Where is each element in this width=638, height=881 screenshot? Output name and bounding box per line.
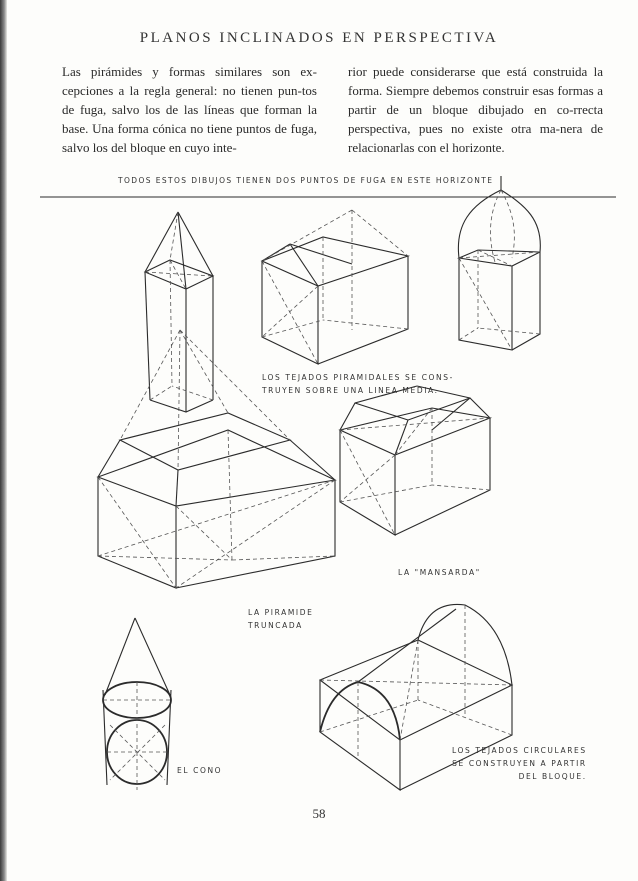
text-column-right: rior puede considerarse que está construida la forma. Siempre debemos construir esas formas a partir de un bloque dibujado en co-rrecta perspectiva, pues no existe otra ma-nera de relacionarlas con el horizonte.	[348, 64, 603, 155]
caption-pyramidal-roofs: LOS TEJADOS PIRAMIDALES SE CONS- TRUYEN SOBRE UNA LINEA MEDIA.	[262, 373, 454, 395]
caption-truncated-pyramid: LA PIRAMIDE TRUNCADA	[248, 608, 314, 630]
text-column-left: Las pirámides y formas similares son ex-cepciones a la regla general: no tienen pun-tos de fuga, salvo los de las líneas que forman la base. Una forma cónica no tiene puntos de fuga, salvo los del bloque en cuyo inte-	[62, 64, 317, 155]
page-title: PLANOS INCLINADOS EN PERSPECTIVA	[139, 30, 499, 46]
mansard-drawing	[340, 386, 490, 535]
cone-drawing	[103, 618, 171, 790]
onion-dome-drawing	[458, 176, 540, 350]
horizon-label: TODOS ESTOS DIBUJOS TIENEN DOS PUNTOS DE FUGA EN ESTE HORIZONTE	[118, 176, 494, 185]
caption-cone: EL CONO	[177, 766, 223, 775]
truncated-pyramid-drawing	[98, 330, 335, 588]
caption-circular-roofs: LOS TEJADOS CIRCULARES SE CONSTRUYEN A PARTIR DEL BLOQUE.	[452, 746, 587, 781]
page-number: 58	[312, 806, 326, 821]
caption-mansard: LA "MANSARDA"	[398, 568, 481, 577]
pyramidal-roof-drawing	[262, 210, 408, 364]
